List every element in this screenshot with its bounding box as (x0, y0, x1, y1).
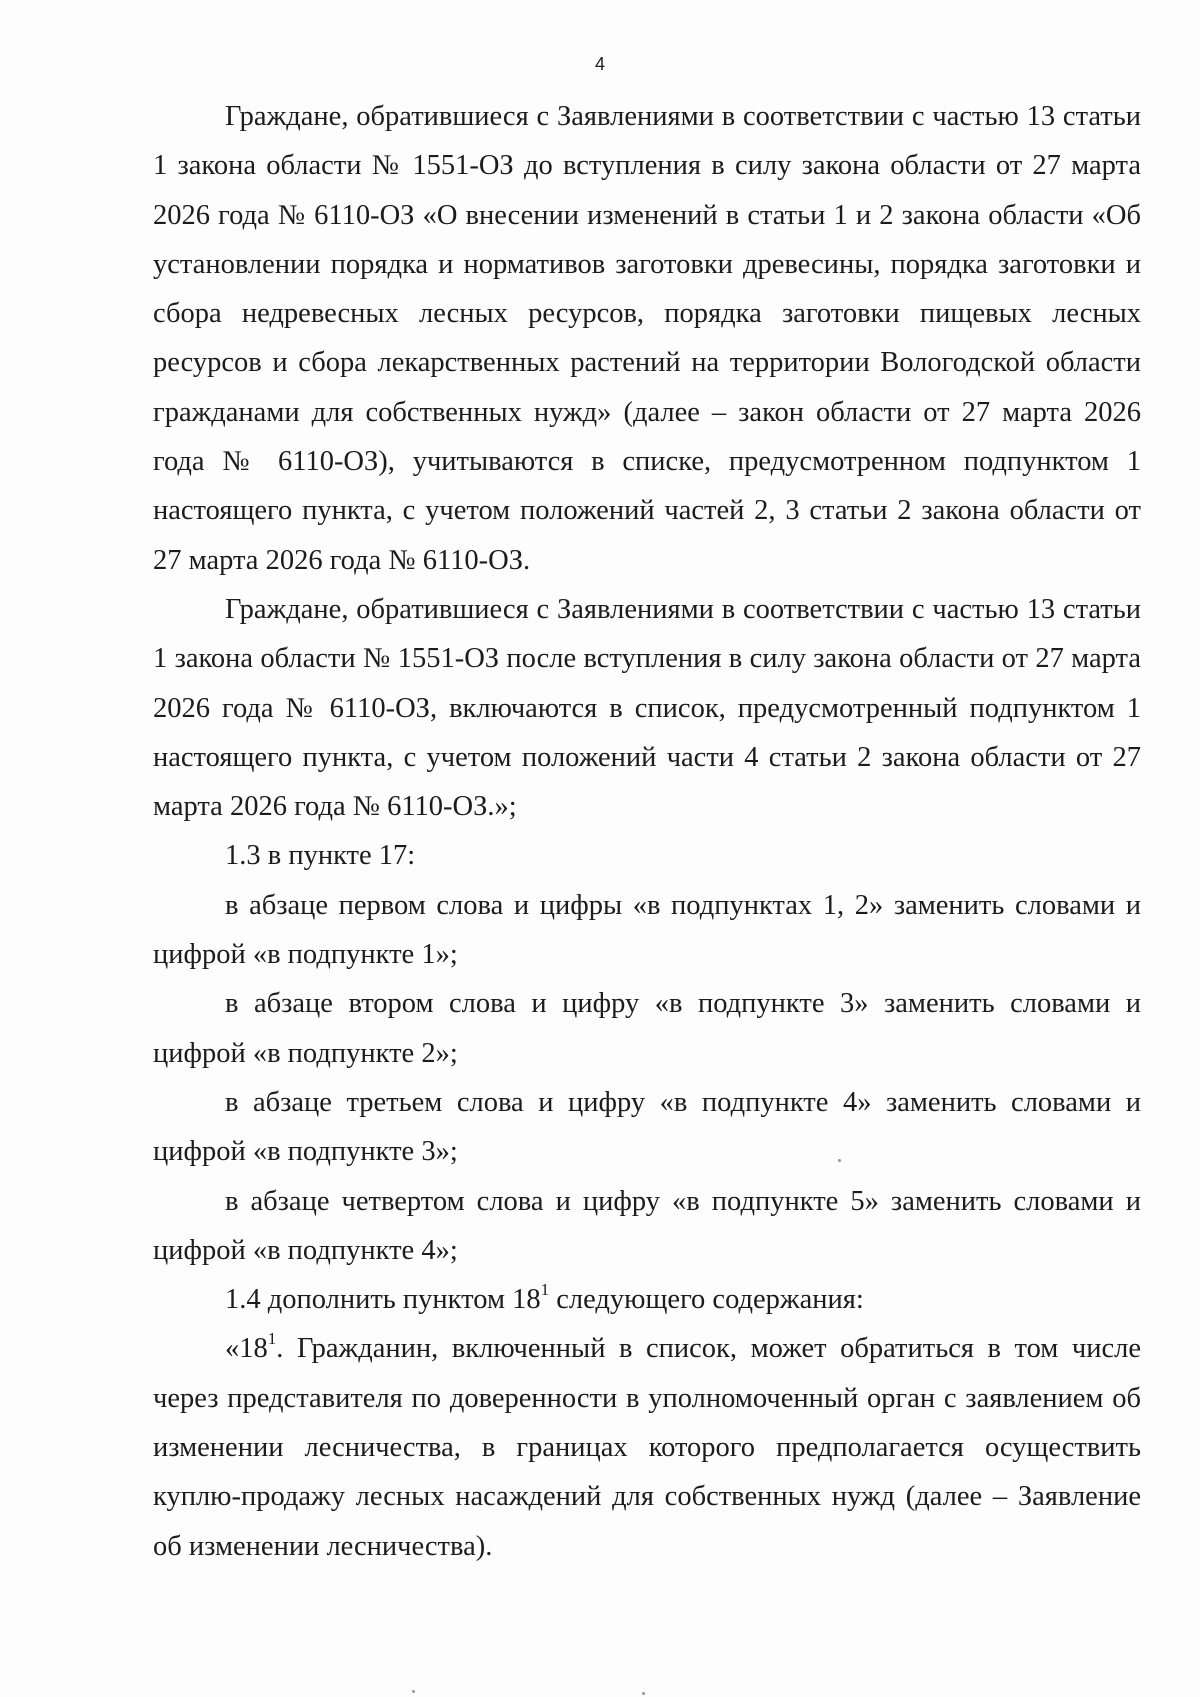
paragraph-abzac-2: в абзаце втором слова и цифру «в подпункте 3» заменить словами и цифрой «в подпункте 2»; (153, 988, 1141, 1069)
document-body (153, 92, 1141, 1571)
item-1-4-text-end: следующего содержания: (549, 1284, 864, 1316)
superscript-1: 1 (540, 1280, 550, 1300)
paragraph-citizens-after: Граждане, обратившиеся с Заявлениями в соответствии с частью 13 статьи 1 закона области № 1551-ОЗ после вступления в силу закона области от 27 марта 2026 года № 6110-ОЗ, включаются в список, предусмотренный подпунктом 1 настоящего пункта, с учетом положений части 4 статьи 2 закона области от 27 марта 2026 года № 6110-ОЗ.»; (153, 593, 1141, 823)
paragraph-citizens-before: Граждане, обратившиеся с Заявлениями в соответствии с частью 13 статьи 1 закона области № 1551-ОЗ до вступления в силу закона области от 27 марта 2026 года № 6110-ОЗ «О внесении изменений в статьи 1 и 2 закона области «Об установлении порядка и нормативов заготовки древесины, порядка заготовки и сбора недревесных лесных ресурсов, порядка заготовки пищевых лесных ресурсов и сбора лекарственных растений на территории Вологодской области гражданами для собственных нужд» (далее – закон области от 27 марта 2026 года № 6110-ОЗ), учитываются в списке, предусмотренном подпунктом 1 настоящего пункта, с учетом положений частей 2, 3 статьи 2 закона области от 27 марта 2026 года № 6110-ОЗ. (153, 101, 1141, 576)
scan-speck (412, 1690, 415, 1693)
superscript-1: 1 (267, 1329, 277, 1349)
paragraph-abzac-4: в абзаце четвертом слова и цифру «в подпункте 5» заменить словами и цифрой «в подпункте 4»; (153, 1185, 1141, 1266)
scan-speck (642, 1692, 645, 1695)
scan-speck (838, 1159, 841, 1162)
point-18-1-number: «18 (225, 1333, 268, 1365)
paragraph-item-1-4 (153, 1275, 1141, 1324)
page-number: 4 (594, 54, 605, 74)
paragraph-abzac-3: в абзаце третьем слова и цифру «в подпункте 4» заменить словами и цифрой «в подпункте 3»; (153, 1086, 1141, 1168)
paragraph-abzac-1: в абзаце первом слова и цифры «в подпунктах 1, 2» заменить словами и цифрой «в подпункте 1»; (153, 889, 1141, 971)
point-18-1-text: . Гражданин, включенный в список, может обратиться в том числе через представителя по доверенности в уполномоченный орган с заявлением об изменении лесничества, в границах которого предполагается осуществить куплю-продажу лесных насаждений для собственных нужд (далее – Заявление об изменении лесничества). (153, 1333, 1141, 1562)
paragraph-item-1-3: 1.3 в пункте 17: (225, 840, 416, 872)
paragraph-point-18-1 (153, 1324, 1141, 1570)
item-1-4-text: 1.4 дополнить пунктом 18 (225, 1284, 541, 1316)
